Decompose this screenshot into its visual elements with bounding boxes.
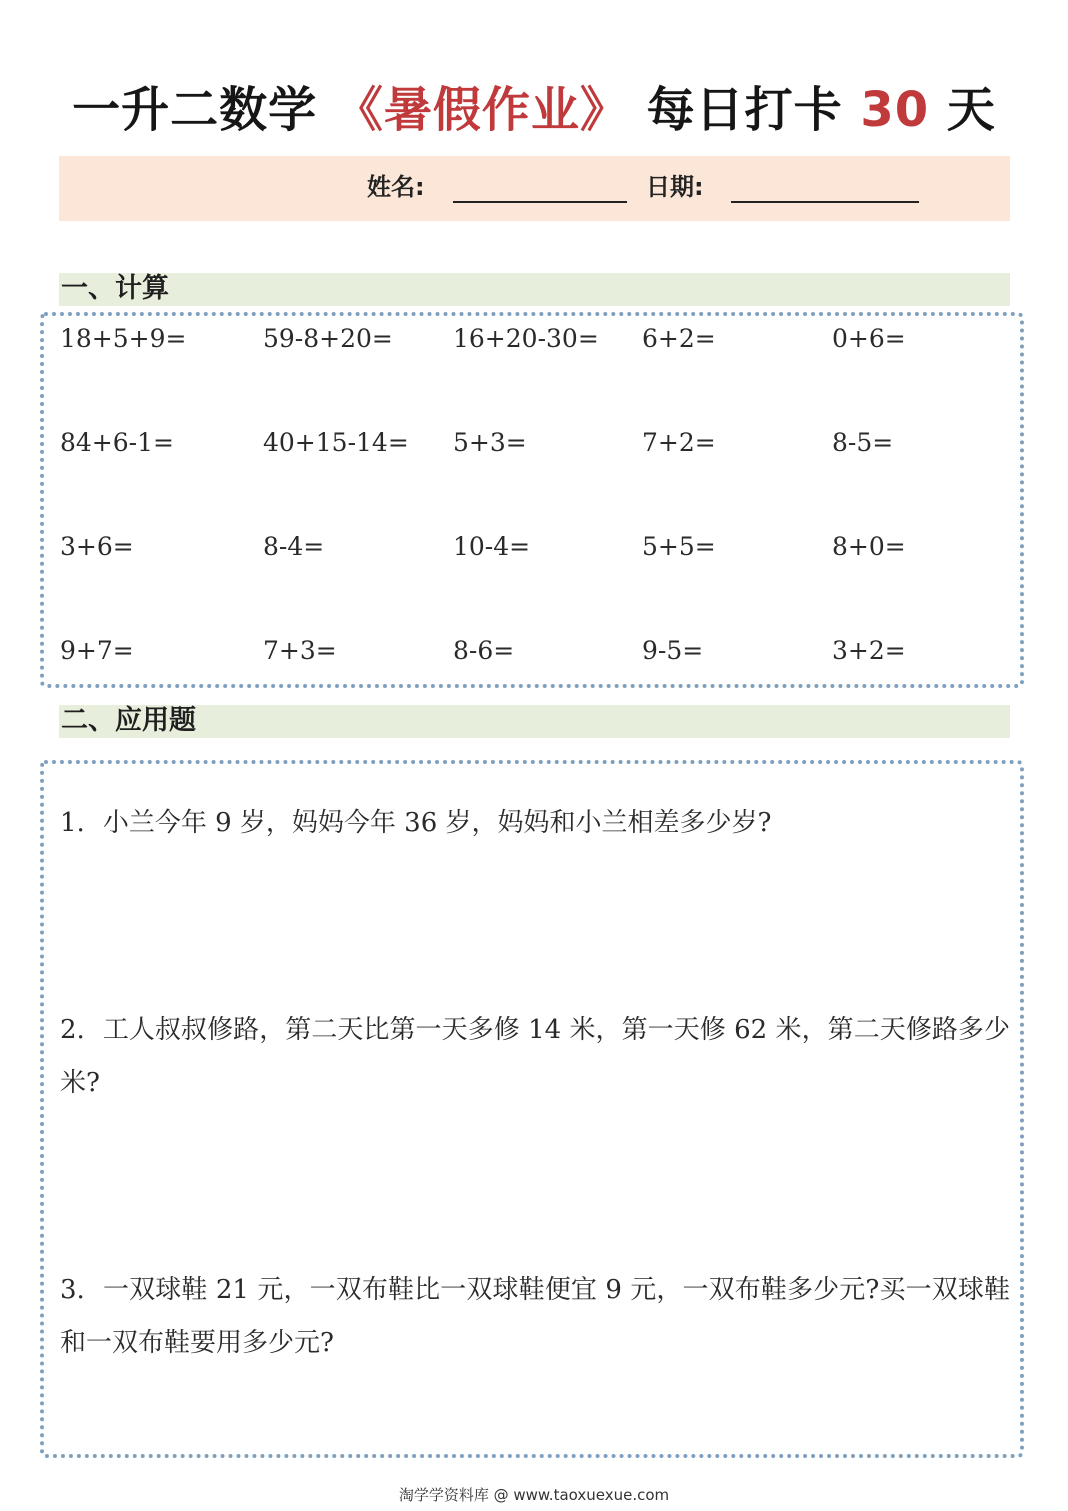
calc-item: 6+2= — [642, 324, 716, 353]
worksheet-title — [0, 78, 1068, 142]
calc-item: 8-6= — [453, 636, 515, 665]
section-header-word-problems — [59, 705, 1010, 738]
calc-item: 84+6-1= — [60, 428, 174, 457]
problem-number: 2. — [60, 1015, 85, 1045]
name-date-bar — [59, 156, 1010, 221]
calc-item: 3+6= — [60, 532, 134, 561]
calc-item: 3+2= — [832, 636, 906, 665]
title-prefix: 一升二数学 — [72, 82, 318, 138]
calc-item: 8+0= — [832, 532, 906, 561]
calc-item: 7+2= — [642, 428, 716, 457]
calc-item: 8-4= — [263, 532, 325, 561]
word-problem — [60, 1004, 1010, 1110]
date-blank[interactable] — [731, 201, 919, 203]
calc-box — [40, 312, 1024, 688]
calc-item: 10-4= — [453, 532, 531, 561]
problem-text: 工人叔叔修路，第二天比第一天多修 14 米，第一天修 62 米，第二天修路多少米? — [60, 1015, 1010, 1098]
section-title-word-problems: 二、应用题 — [61, 705, 196, 736]
problem-number: 3. — [60, 1275, 85, 1305]
calc-item: 0+6= — [832, 324, 906, 353]
word-problem — [60, 797, 1010, 850]
problem-text: 小兰今年 9 岁，妈妈今年 36 岁，妈妈和小兰相差多少岁? — [102, 808, 772, 838]
calc-item: 5+3= — [453, 428, 527, 457]
footer-watermark: 淘学学资料库 @ www.taoxuexue.com — [398, 1486, 670, 1504]
calc-item: 8-5= — [832, 428, 894, 457]
calc-item: 9+7= — [60, 636, 134, 665]
date-label: 日期: — [646, 173, 704, 201]
calc-item: 5+5= — [642, 532, 716, 561]
title-suffix: 天 — [946, 82, 996, 138]
name-blank[interactable] — [453, 201, 627, 203]
calc-item: 9-5= — [642, 636, 704, 665]
calc-item: 16+20-30= — [453, 324, 599, 353]
title-middle: 每日打卡 — [646, 82, 843, 138]
problem-text: 一双球鞋 21 元，一双布鞋比一双球鞋便宜 9 元，一双布鞋多少元?买一双球鞋和一双布鞋要用多少元? — [60, 1275, 1010, 1358]
section-title-calc: 一、计算 — [61, 273, 169, 304]
calc-item: 7+3= — [263, 636, 337, 665]
title-day-number: 30 — [860, 82, 930, 138]
word-problem — [60, 1264, 1010, 1370]
name-label: 姓名: — [367, 173, 425, 201]
section-header-calc — [59, 273, 1010, 306]
calc-item: 40+15-14= — [263, 428, 409, 457]
calc-item: 18+5+9= — [60, 324, 187, 353]
problem-number: 1. — [60, 808, 85, 838]
title-highlight: 《暑假作业》 — [334, 82, 629, 138]
calc-item: 59-8+20= — [263, 324, 393, 353]
